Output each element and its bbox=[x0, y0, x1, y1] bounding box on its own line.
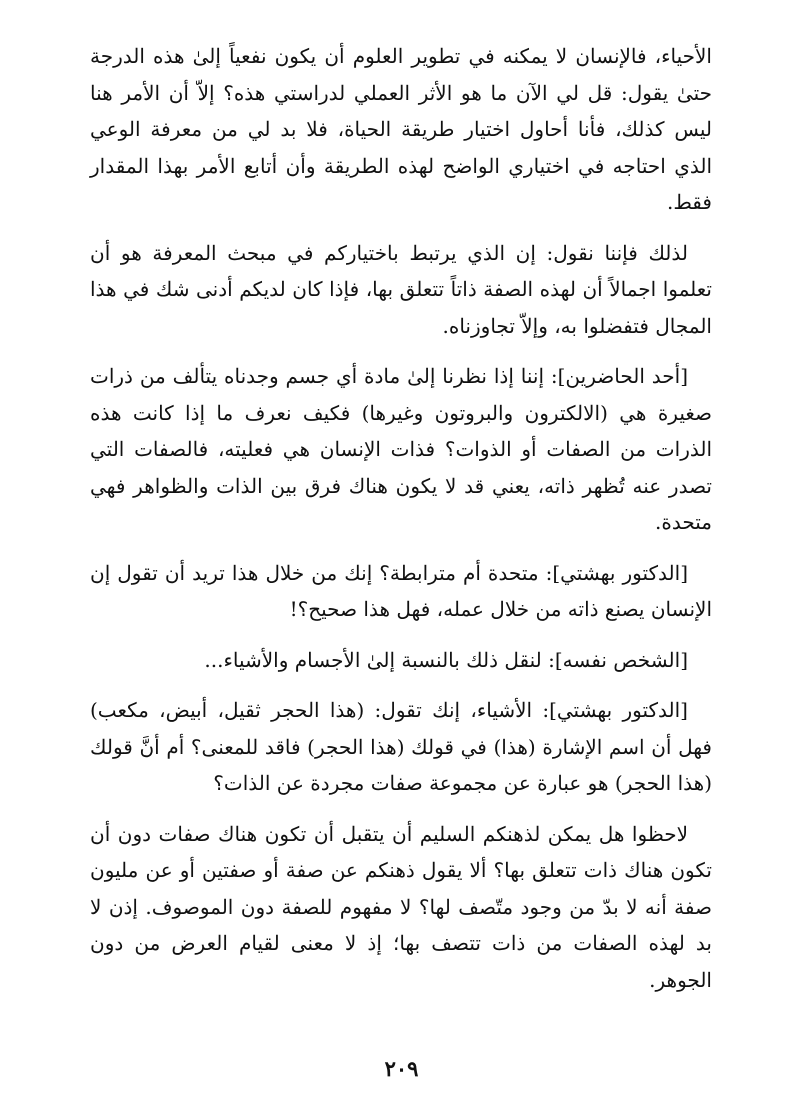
paragraph-7: لاحظوا هل يمكن لذهنكم السليم أن يتقبل أن تكون هناك صفات دون أن تكون هناك ذات تتعلق بها؟ ألا يقول ذهنكم عن صفة أو صفتين أو عن مليون صفة أنه لا بدّ من وجود متّصف لها؟ لا مفهوم للصفة دون الموصوف. إذن لا بد لهذه الصفات من ذات تتصف بها؛ إذ لا معنى لقيام العرض من دون الجوهر. bbox=[90, 821, 712, 992]
page-body bbox=[90, 38, 712, 1012]
paragraph-4: [الدكتور بهشتي]: متحدة أم مترابطة؟ إنك من خلال هذا تريد أن تقول إن الإنسان يصنع ذاته من خلال عمله، فهل هذا صحيح؟! bbox=[90, 560, 712, 621]
page-number: ٢٠٩ bbox=[384, 1056, 419, 1081]
paragraph-5: [الشخص نفسه]: لنقل ذلك بالنسبة إلىٰ الأجسام والأشياء... bbox=[204, 647, 688, 672]
paragraph-6: [الدكتور بهشتي]: الأشياء، إنك تقول: (هذا الحجر ثقيل، أبيض، مكعب) فهل أن اسم الإشارة (هذا) في قولك (هذا الحجر) فاقد للمعنى؟ أم أنَّ قولك (هذا الحجر) هو عبارة عن مجموعة صفات مجردة عن الذات؟ bbox=[90, 698, 712, 795]
paragraph-3: [أحد الحاضرين]: إننا إذا نظرنا إلىٰ مادة أي جسم وجدناه يتألف من ذرات صغيرة هي (الالكترون والبروتون وغيرها) فكيف نعرف ما إذا كانت هذه الذرات من الصفات أو الذوات؟ فذات الإنسان هي فعليته، فالصفات التي تصدر عنه تُظهر ذاته، يعني قد لا يكون هناك فرق بين الذات والظواهر فهي متحدة. bbox=[90, 364, 712, 534]
paragraph-2: لذلك فإننا نقول: إن الذي يرتبط باختياركم في مبحث المعرفة هو أن تعلموا اجمالاً أن لهذه الصفة ذاتاً تتعلق بها، فإذا كان لديكم أدنى شك في هذا المجال فتفضلوا به، وإلاّ تجاوزناه. bbox=[90, 240, 712, 338]
paragraph-1: الأحياء، فالإنسان لا يمكنه في تطوير العلوم أن يكون نفعياً إلىٰ هذه الدرجة حتىٰ يقول: قل لي الآن ما هو الأثر العملي لدراستي هذه؟ إلاّ أن الأمر هنا ليس كذلك، فأنا أحاول اختيار طريقة الحياة، فلا بد لي من معرفة الوعي الذي احتاجه في اختياري الواضح لهذه الطريقة وأن أتابع الأمر بهذا المقدار فقط. bbox=[90, 44, 712, 214]
